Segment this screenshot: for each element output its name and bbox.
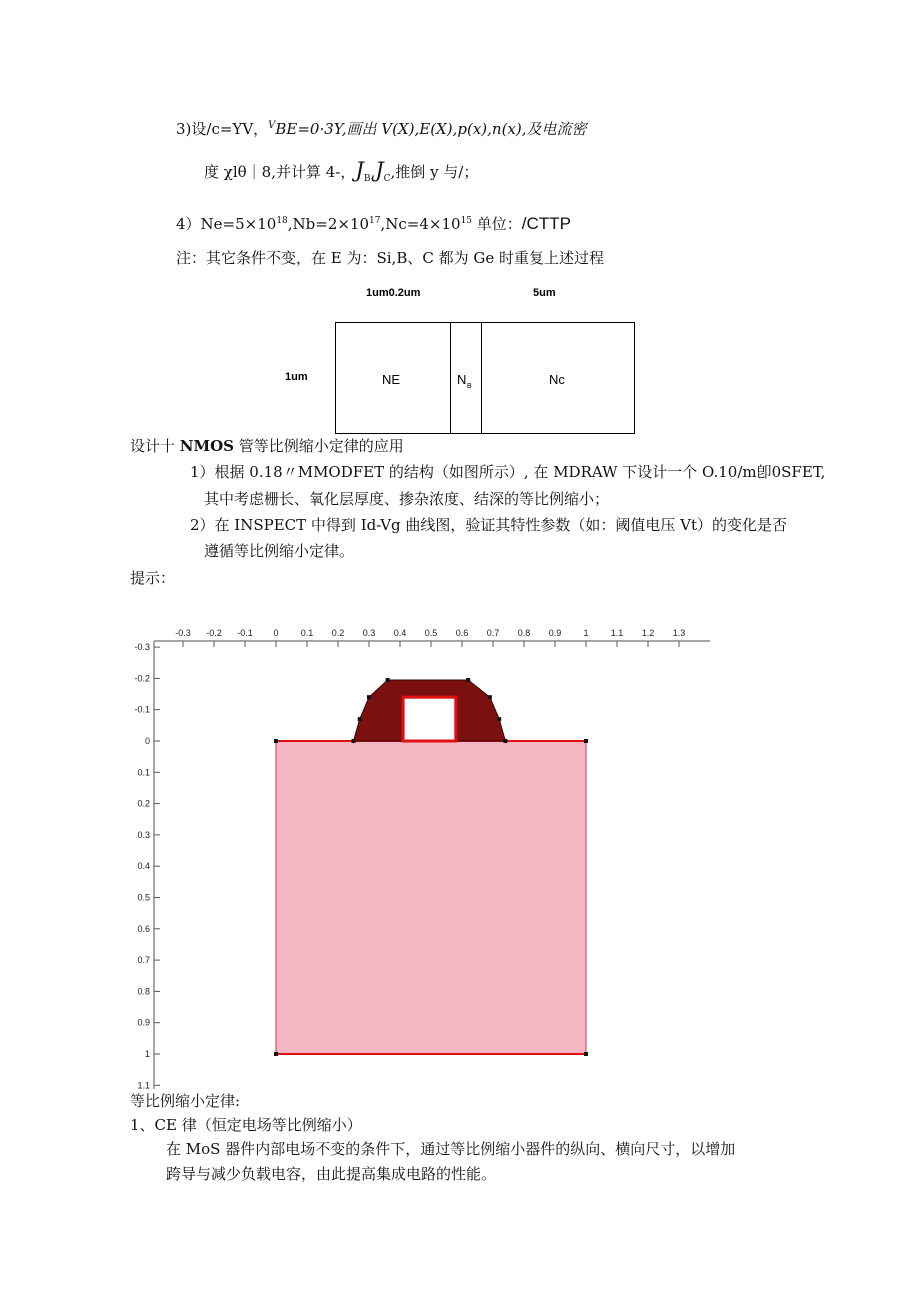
item3-line2: 度 χlθ｜8,并计算 4-，$J_B,J_C$,推倒 y 与/； (204, 158, 479, 184)
diagram-label-top-right: 5um (533, 287, 556, 299)
vertex-marker (352, 739, 356, 743)
ce-law-text-1: 在 MoS 器件内部电场不变的条件下，通过等比例缩小器件的纵向、横向尺寸，以增加 (166, 1140, 736, 1158)
y-tick-label: 0.5 (137, 892, 150, 903)
x-tick-label: -0.1 (237, 628, 253, 638)
gate-contact (403, 697, 456, 741)
vertex-marker (386, 678, 390, 682)
y-tick-label: -0.2 (134, 673, 150, 684)
x-tick-label: 1.2 (641, 628, 655, 638)
y-tick-label: -0.1 (134, 704, 150, 715)
x-tick-label: 0.9 (548, 628, 562, 638)
note-line: 注：其它条件不变，在 E 为：Si,B、C 都为 Ge 时重复上述过程 (176, 249, 604, 267)
vertex-marker (274, 739, 278, 743)
design-title: 设计十 NMOS 管等比例缩小定律的应用 (130, 437, 404, 455)
x-tick-label: 1.1 (610, 628, 624, 638)
x-tick-label: -0.3 (175, 628, 191, 638)
y-tick-label: 0.7 (137, 955, 150, 966)
x-tick-label: 0.2 (331, 628, 345, 638)
y-tick-label: 0.8 (137, 986, 150, 997)
region-collector-label: Nc (549, 372, 565, 387)
x-tick-label: 0.7 (486, 628, 500, 638)
vertex-marker (358, 717, 362, 721)
y-tick-label: 0 (144, 736, 150, 746)
step2-line2: 遵循等比例缩小定律。 (204, 542, 355, 560)
device-outline (336, 323, 635, 434)
step1-line1: 1）根据 0.18〃MMODFET 的结构（如图所示）, 在 MDRAW 下设计一个 O.10/m卽0SFET, (190, 463, 826, 481)
diagram-label-left: 1um (285, 371, 308, 383)
x-tick-label: 0.5 (424, 628, 438, 638)
vertex-marker (497, 717, 501, 721)
y-tick-label: 0.9 (137, 1017, 150, 1028)
region-emitter-label: NE (382, 372, 401, 387)
mdraw-structure-plot (130, 625, 710, 1089)
x-tick-label: 0.8 (517, 628, 531, 638)
x-tick-label: 1 (583, 628, 589, 638)
region-base-label: N (457, 372, 467, 387)
vertex-marker (466, 678, 470, 682)
substrate-region (276, 741, 586, 1054)
law-heading: 等比例缩小定律: (130, 1092, 241, 1110)
y-tick-label: 0.6 (137, 923, 150, 934)
diagram-label-top-left: 1um0.2um (366, 287, 421, 299)
bjt-structure-diagram (0, 0, 920, 440)
step1-line2: 其中考虑栅长、氧化层厚度、掺杂浓度、结深的等比例缩小； (204, 490, 610, 508)
x-tick-label: 0 (273, 628, 279, 638)
x-tick-label: -0.2 (206, 628, 222, 638)
ce-law-text-2: 跨导与减少负载电容，由此提高集成电路的性能。 (166, 1165, 497, 1183)
ce-law-title: 1、CE 律（恒定电场等比例缩小） (130, 1116, 362, 1134)
x-tick-label: 0.3 (362, 628, 376, 638)
vertex-marker (367, 695, 371, 699)
vertex-marker (488, 695, 492, 699)
region-base-sub: B (467, 383, 472, 390)
vertex-marker (503, 739, 507, 743)
item3-line1: 3)设/c=YV，$^V$BE=0·3Y,画出 V(X),E(X),p(x),n(x),及电流密 (176, 120, 587, 138)
x-tick-label: 0.6 (455, 628, 469, 638)
y-tick-label: 0.3 (137, 829, 150, 840)
step2-line1: 2）在 INSPECT 中得到 Id-Vg 曲线图，验证其特性参数（如：阈值电压 Vt）的变化是否 (190, 516, 788, 534)
y-tick-label: 1.1 (137, 1080, 150, 1089)
y-tick-label: 0.4 (137, 861, 150, 872)
y-tick-label: 1 (144, 1049, 150, 1059)
x-tick-label: 0.4 (393, 628, 407, 638)
vertex-marker (584, 739, 588, 743)
vertex-marker (584, 1052, 588, 1056)
item4-line: $4)Ne=5\times 10^{18},Nb=2\times 10^{17},Nc=4\times 10^{15}$ 单位：/CTTP (176, 214, 571, 233)
y-tick-label: -0.3 (134, 642, 150, 653)
x-tick-label: 1.3 (672, 628, 686, 638)
hint-label: 提示： (130, 569, 176, 587)
y-tick-label: 0.1 (137, 767, 150, 778)
y-tick-label: 0.2 (137, 798, 150, 809)
vertex-marker (274, 1052, 278, 1056)
x-tick-label: 0.1 (300, 628, 314, 638)
